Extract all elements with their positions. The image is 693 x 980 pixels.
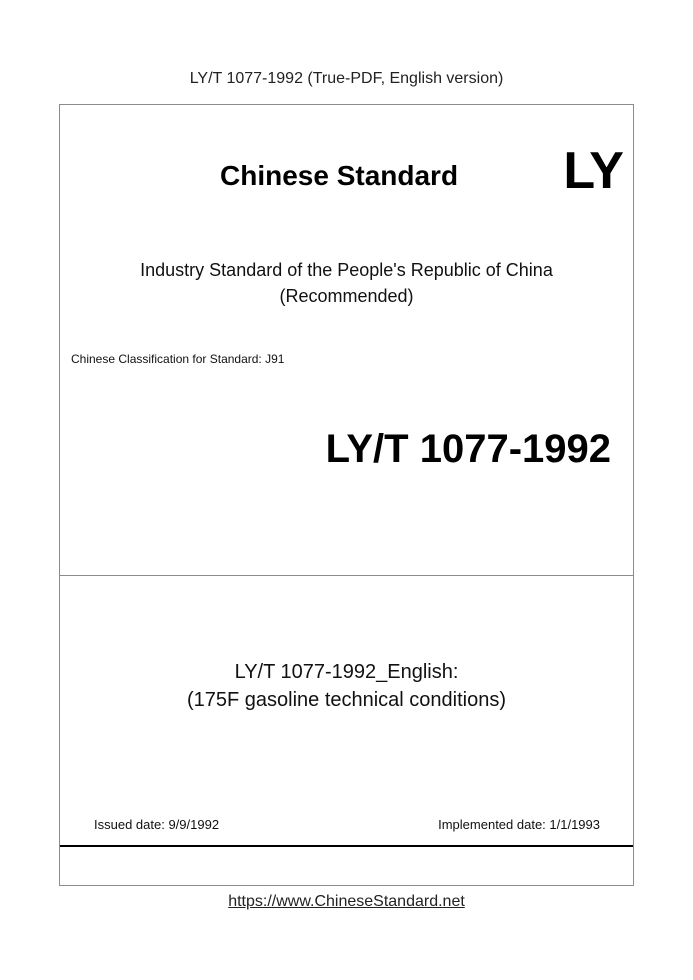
cover-top-section [60,105,633,576]
standard-number: LY/T 1077-1992 [325,427,611,471]
standard-prefix-code: LY [563,142,623,200]
document-title-line-2: (175F gasoline technical conditions) [186,689,507,711]
cover-frame [59,104,634,886]
industry-line-1: Industry Standard of the People's Republic of China [140,260,553,280]
website-link[interactable]: https://www.ChineseStandard.net [228,893,465,910]
footer [0,893,693,911]
industry-standard-text [60,257,633,309]
implemented-date: Implemented date: 1/1/1993 [438,817,600,832]
issued-date: Issued date: 9/9/1992 [94,817,220,832]
chinese-standard-heading: Chinese Standard [220,160,459,191]
page-header-title: LY/T 1077-1992 (True-PDF, English version) [189,70,504,87]
document-title [60,658,633,714]
industry-line-2: (Recommended) [279,286,414,306]
document-title-line-1: LY/T 1077-1992_English: [234,661,459,683]
classification-text: Chinese Classification for Standard: J91 [71,352,285,366]
cover-bottom-section [60,576,633,847]
